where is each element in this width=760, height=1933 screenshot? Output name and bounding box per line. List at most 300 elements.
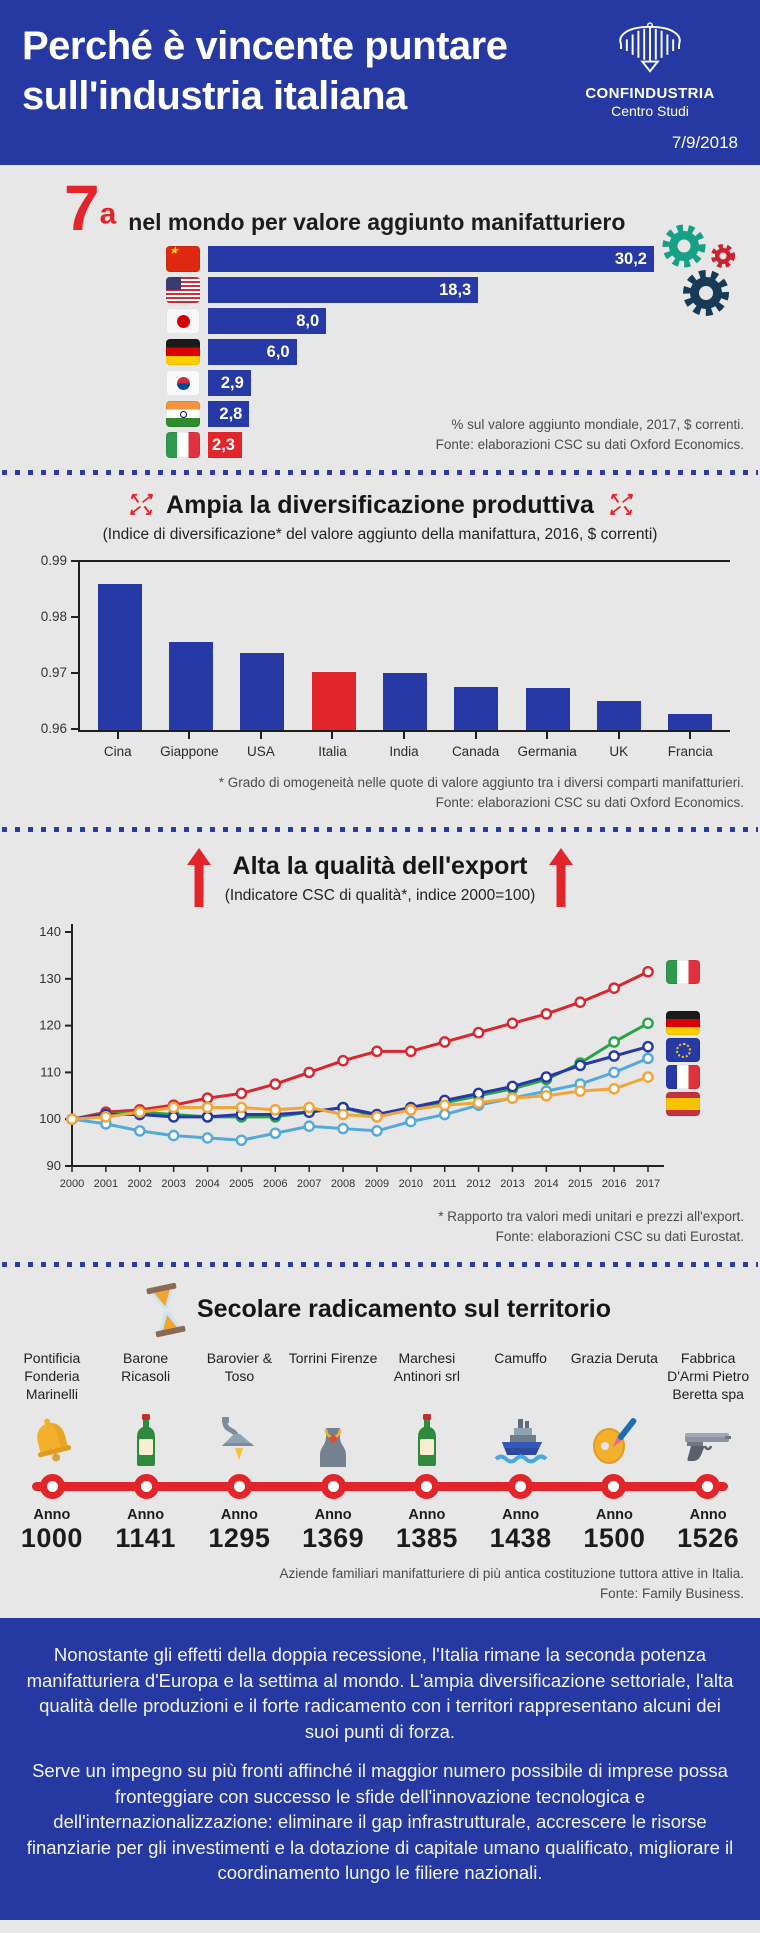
x-tick-mark [403,732,405,739]
marker-ue [610,1051,619,1060]
marker-francia [135,1126,144,1135]
x-category-label: Italia [318,743,347,759]
marker-ue [643,1042,652,1051]
year-value: 1369 [302,1522,365,1553]
marker-spagna [643,1072,652,1081]
marker-ue [508,1082,517,1091]
marker-italia [237,1089,246,1098]
year-value: 1438 [489,1522,552,1553]
marker-italia [542,1009,551,1018]
arrow-glyph: ↗ [140,490,153,507]
x-tick-label: 2010 [398,1178,424,1190]
footer-paragraph-2: Serve un impegno su più fronti affinché il maggior numero possibile di imprese possa fronteggiare con successo le sfide dell'innovazione tecnologica e dell'internazionalizzazione: eliminare il gap infrastrutturale, accrescere le risorse finanziarie per gli investimenti e la dotazione di capitale umano qualificato, migliorare il coordinamento lungo le filiere nazionali. [26,1760,734,1884]
footer [0,1618,760,1920]
y-tick-mark [71,728,78,730]
x-tick-mark [618,732,620,739]
rank-bar-italia [208,432,242,458]
x-tick-mark [188,732,190,739]
flag-de-icon [166,339,200,365]
flag-it-icon [166,432,200,458]
diversification-footnote [0,773,760,814]
org-unit: Centro Studi [611,103,689,119]
flag-de-icon [666,1011,700,1035]
export-heading-row [0,848,760,908]
year-label: Anno [408,1506,446,1523]
rank-bar-india [208,401,249,427]
year-label: Anno [33,1506,71,1523]
page-title-line1: Perché è vincente puntare [22,24,508,68]
year-label: Anno [502,1506,540,1523]
company-name: Barovier & Toso [206,1349,273,1384]
gear-red-icon [714,247,732,265]
bell-icon [6,1407,98,1467]
heritage-footnote-line1: Aziende familiari manifatturiere di più antica costituzione tuttora attive in Italia. [279,1565,744,1581]
page-title-line2: sull'industria italiana [22,73,407,118]
x-tick-mark [689,732,691,739]
company-year [569,1507,661,1554]
company-name: Pontificia Fonderia Marinelli [23,1349,81,1402]
rank-bar-value: 2,8 [219,404,243,423]
flag-detail [676,1043,691,1058]
y-tick-label: 120 [39,1017,61,1033]
arrow-glyph: ↙ [607,502,621,519]
marker-francia [643,1054,652,1063]
marker-ue [169,1112,178,1121]
company-year [6,1507,98,1554]
marker-italia [576,998,585,1007]
x-tick-mark [331,732,333,739]
rank-bar-usa [208,277,478,303]
line-italia [72,972,648,1119]
rank-bar-track [208,339,654,365]
x-category-label: USA [247,743,275,759]
diversification-xaxis [78,732,730,759]
rank-bar-row-jp [166,308,654,334]
marker-spagna [135,1108,144,1117]
diversification-heading-row [0,491,760,520]
marker-italia [474,1028,483,1037]
y-tick-label: 100 [39,1111,61,1127]
flag-fr-icon [666,1065,700,1089]
timeline-node [40,1474,65,1499]
hourglass-icon [144,1282,188,1338]
x-tick-label: 2001 [93,1178,119,1190]
diversification-bar-slot [655,562,726,730]
timeline-node [227,1474,252,1499]
export-footnote-line1: * Rapporto tra valori medi unitari e prezzi all'export. [438,1209,744,1224]
necklace-icon [287,1407,379,1467]
marker-francia [271,1129,280,1138]
flag-es-icon [666,1092,700,1116]
export-chart-wrap [20,916,740,1205]
export-heading: Alta la qualità dell'export [232,851,528,880]
company-year [475,1507,567,1554]
diversification-bar-cina [98,584,142,730]
timeline-track [6,1471,754,1503]
flag-in-icon [166,401,200,427]
page-title [22,22,560,153]
rank-footnote-line2: Fonte: elaborazioni CSC su dati Oxford Economics. [435,437,744,453]
year-label: Anno [127,1506,165,1523]
x-category-label: Francia [667,743,713,759]
arrow-glyph: ↖ [607,490,621,507]
year-value: 1526 [677,1522,740,1553]
timeline-node [601,1474,626,1499]
timeline-node-slot [380,1471,474,1503]
rank-bar-cina [208,246,654,272]
diversification-bar-uk [597,701,641,730]
rank-bar-row-de [166,339,654,365]
arrow-glyph: ↖ [128,490,141,507]
diversification-bar-slot [512,562,583,730]
timeline-node [134,1474,159,1499]
y-tick-label: 0.96 [40,720,67,736]
y-tick-mark [71,560,78,562]
diversification-bar-slot [298,562,369,730]
flag-detail [180,411,187,418]
x-tick-mark [475,732,477,739]
marker-francia [440,1110,449,1119]
x-tick-mark [546,732,548,739]
diversification-bar-slot [441,562,512,730]
flag-us-icon [166,277,200,303]
marker-italia [406,1047,415,1056]
palette-icon [569,1407,661,1467]
marker-francia [338,1124,347,1133]
x-category-label: Cina [103,743,132,759]
rank-bar-value: 2,3 [212,435,235,454]
x-tick-label: 2000 [59,1178,85,1190]
year-label: Anno [595,1506,633,1523]
year-value: 1295 [208,1522,271,1553]
diversification-bar-francia [668,714,712,730]
diversification-bar-slot [155,562,226,730]
diversification-chart [30,552,730,759]
org-name: CONFINDUSTRIA [585,85,715,102]
marker-spagna [406,1105,415,1114]
rank-bar-germania [208,339,297,365]
marker-italia [372,1047,381,1056]
x-category-label: Giappone [160,743,219,759]
gears-illustration [654,219,746,326]
year-label: Anno [314,1506,352,1523]
x-tick-label: 2006 [263,1178,288,1190]
marker-francia [610,1068,619,1077]
x-category-slot [154,732,226,759]
marker-spagna [101,1112,110,1121]
x-tick-label: 2002 [127,1178,153,1190]
marker-ue [203,1112,212,1121]
timeline-node [508,1474,533,1499]
rank-bar-track [208,308,654,334]
section-export-quality [0,832,760,1267]
company-name: Barone Ricasoli [121,1349,171,1384]
marker-ue [542,1072,551,1081]
section-diversification [0,475,760,833]
timeline-node [414,1474,439,1499]
flag-eu-icon [666,1038,700,1062]
flag-kr-icon [166,370,200,396]
y-tick-mark [71,672,78,674]
x-tick-label: 2008 [330,1178,356,1190]
x-tick-label: 2009 [364,1178,390,1190]
rank-bar-row-us [166,277,654,303]
diversification-bar-usa [240,653,284,729]
marker-spagna [576,1087,585,1096]
export-footnote [0,1207,760,1248]
arrow-glyph: ↙ [128,502,141,519]
x-category-slot [368,732,440,759]
marker-italia [440,1037,449,1046]
rank-bar-value: 18,3 [439,280,472,299]
export-footnote-line2: Fonte: elaborazioni CSC su dati Eurostat. [495,1229,744,1245]
company-name: Marchesi Antinori srl [393,1349,460,1384]
arrow-glyph: ↘ [140,502,153,519]
rank-bar-row-kr [166,370,654,396]
rank-bar-value: 2,9 [220,373,244,392]
marker-italia [338,1056,347,1065]
year-value: 1141 [115,1522,176,1553]
section-heritage [0,1267,760,1605]
marker-francia [237,1136,246,1145]
expand-arrows-icon [607,490,633,519]
company-name: Torrini Firenze [288,1349,378,1366]
heritage-heading-row [0,1285,760,1335]
footer-paragraph-1: Nonostante gli effetti della doppia recessione, l'Italia rimane la seconda potenza manifatturiera d'Europa e la settima al mondo. L'ampia diversificazione settoriale, l'alta qualità delle produzioni e il forte radicamento con i territori rappresentano alcuni dei suoi punti di forza. [26,1644,734,1742]
marker-italia [203,1094,212,1103]
y-tick-label: 0.99 [40,552,67,568]
y-tick-label: 110 [40,1064,61,1080]
x-tick-label: 2012 [466,1178,491,1190]
confindustria-eagle-icon [608,22,692,78]
timeline-node-slot [474,1471,568,1503]
marker-francia [305,1122,314,1131]
marker-spagna [237,1103,246,1112]
marker-spagna [508,1094,517,1103]
x-tick-mark [260,732,262,739]
diversification-bar-canada [454,687,498,730]
rank-bar-track [208,246,654,272]
bottle-icon [381,1407,473,1467]
timeline-node [695,1474,720,1499]
bottle-icon [100,1407,192,1467]
company-name: Fabbrica D'Armi Pietro Beretta spa [667,1349,750,1402]
arrow-glyph: ↘ [619,502,633,519]
lamp-icon [194,1407,286,1467]
x-tick-label: 2016 [601,1178,627,1190]
rank-digit: 7 [64,172,100,244]
year-value: 1385 [395,1522,458,1553]
flag-detail [177,315,190,328]
y-tick-label: 90 [46,1158,61,1173]
publication-date: 7/9/2018 [671,133,738,152]
company-name: Camuffo [494,1349,547,1366]
flag-it-icon [666,960,700,984]
marker-spagna [610,1084,619,1093]
heritage-footnote-line2: Fonte: Family Business. [599,1585,744,1601]
rank-bar-giappone [208,308,326,334]
rank-heading-text: nel mondo per valore aggiunto manifatturiero [128,209,626,235]
x-category-slot [225,732,297,759]
company-year [381,1507,473,1554]
marker-italia [610,984,619,993]
marker-ue [474,1089,483,1098]
year-value: 1000 [20,1522,83,1553]
x-tick-label: 2017 [635,1178,661,1190]
flag-detail [177,377,190,390]
x-category-slot [655,732,727,759]
rank-bar-value: 6,0 [266,342,290,361]
diversification-bar-giappone [169,642,213,729]
diversification-plot-area [78,560,730,759]
marker-francia [169,1131,178,1140]
flag-cn-icon [166,246,200,272]
rank-bar-track [208,370,654,396]
diversification-bar-slot [227,562,298,730]
pistol-icon [662,1407,754,1467]
marker-italia [271,1080,280,1089]
diversification-bar-germania [526,688,570,729]
bottom-strip [0,1920,760,1933]
marker-spagna [542,1091,551,1100]
x-tick-label: 2014 [534,1178,559,1190]
x-tick-label: 2004 [195,1178,220,1190]
diversification-bar-slot [84,562,155,730]
timeline-node-slot [6,1471,100,1503]
marker-spagna [305,1103,314,1112]
x-category-label: Canada [451,743,500,759]
timeline-node-slot [661,1471,755,1503]
rank-bar-track [208,277,654,303]
x-category-label: UK [609,743,629,759]
gear-teal-icon [667,229,701,263]
timeline-nodes [6,1471,754,1503]
year-value: 1500 [583,1522,646,1553]
heritage-heading: Secolare radicamento sul territorio [196,1295,612,1323]
company-year [194,1507,286,1554]
rank-bar-value: 8,0 [296,311,320,330]
dotted-divider [2,470,758,475]
flag-jp-icon [166,308,200,334]
ship-icon [475,1407,567,1467]
up-arrow-icon [187,848,211,908]
x-tick-label: 2007 [296,1178,322,1190]
header [0,0,760,165]
header-logo-block [560,22,740,153]
timeline-names [6,1349,754,1407]
timeline-node-slot [567,1471,661,1503]
marker-italia [305,1068,314,1077]
rank-bar-corea-del-sud [208,370,251,396]
x-category-label: India [389,743,419,759]
year-label: Anno [220,1506,258,1523]
timeline-node-slot [100,1471,194,1503]
x-category-slot [297,732,369,759]
marker-spagna [440,1101,449,1110]
marker-francia [372,1126,381,1135]
marker-germania [643,1019,652,1028]
gear-navy-icon [688,275,724,311]
x-category-slot [82,732,154,759]
x-tick-label: 2013 [500,1178,525,1190]
arrow-glyph: ↗ [619,490,633,507]
marker-ue [576,1061,585,1070]
x-category-slot [511,732,583,759]
marker-spagna [67,1115,76,1124]
diversification-footnote-line1: * Grado di omogeneità nelle quote di valore aggiunto tra i diversi comparti manifatturieri. [218,774,744,790]
marker-italia [508,1019,517,1028]
y-tick-mark [71,616,78,618]
diversification-bar-slot [583,562,654,730]
marker-spagna [474,1098,483,1107]
x-category-slot [583,732,655,759]
year-label: Anno [689,1506,727,1523]
marker-italia [643,967,652,976]
marker-spagna [372,1112,381,1121]
rank-footnote-line1: % sul valore aggiunto mondiale, 2017, $ correnti. [451,417,744,432]
export-chart-svg [20,916,740,1200]
rank-ordinal-suffix: a [99,197,117,231]
diversification-bar-italia [312,672,356,730]
x-category-slot [440,732,512,759]
diversification-bar-slot [369,562,440,730]
export-subheading: (Indicatore CSC di qualità*, indice 2000=100) [224,886,536,904]
timeline-icons [6,1407,754,1467]
company-year [100,1507,192,1554]
x-tick-label: 2003 [161,1178,186,1190]
diversification-yaxis [30,552,78,736]
up-arrow-icon [549,848,573,908]
timeline-years [6,1503,754,1554]
y-tick-label: 0.98 [40,608,67,624]
section-world-rank [0,165,760,475]
marker-spagna [271,1105,280,1114]
gears-icon [654,219,746,321]
timeline-node-slot [287,1471,381,1503]
heritage-footnote [0,1564,760,1605]
diversification-subheading: (Indice di diversificazione* del valore aggiunto della manifattura, 2016, $ correnti) [102,525,658,543]
x-category-label: Germania [517,743,577,759]
y-tick-label: 130 [39,970,61,986]
timeline-node [321,1474,346,1499]
diversification-bar-india [383,673,427,730]
diversification-heading: Ampia la diversificazione produttiva [166,490,594,519]
rank-bar-row-cn [166,246,654,272]
x-tick-mark [117,732,119,739]
expand-arrows-icon [128,490,153,519]
y-tick-label: 0.97 [40,664,67,680]
flag-detail [166,277,181,290]
y-tick-label: 140 [39,924,61,939]
marker-spagna [338,1110,347,1119]
x-tick-label: 2015 [567,1178,593,1190]
marker-spagna [169,1103,178,1112]
marker-francia [406,1117,415,1126]
rank-bar-value: 30,2 [614,249,647,268]
diversification-footnote-line2: Fonte: elaborazioni CSC su dati Oxford Economics. [435,794,744,810]
marker-francia [203,1133,212,1142]
marker-spagna [203,1103,212,1112]
x-tick-label: 2005 [229,1178,254,1190]
diversification-plot [78,560,730,732]
company-year [287,1507,379,1554]
rank-number [64,172,117,244]
company-name: Grazia Deruta [570,1349,658,1366]
company-year [662,1507,754,1554]
marker-germania [610,1037,619,1046]
timeline-node-slot [193,1471,287,1503]
x-tick-label: 2011 [432,1178,457,1190]
